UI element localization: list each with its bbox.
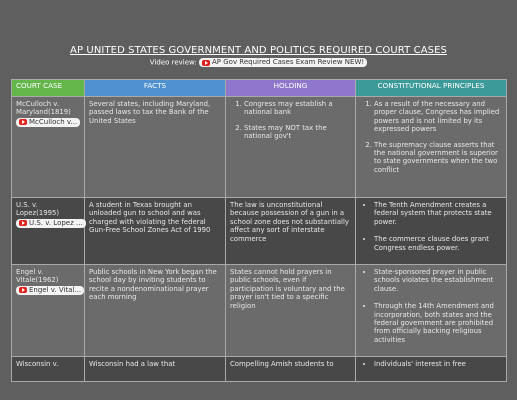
case-video-chip[interactable] <box>16 219 86 228</box>
principle-item: • Through the 14th Amendment and incorporation, both states and the federal government are prohibited from officially backing religious activities <box>374 302 502 344</box>
table-row <box>12 357 507 381</box>
case-video-label: McCulloch v... <box>29 117 78 126</box>
case-video-chip[interactable] <box>16 286 84 295</box>
facts-cell: A student in Texas brought an unloaded gun to school and was charged with violating the federal Gun-Free School Zones Act of 1990 <box>85 198 226 265</box>
holding-item: 1. Congress may establish a national bank <box>244 100 351 117</box>
table-row <box>12 97 507 198</box>
principle-item: 2. The supremacy clause asserts that the national government is superior to state governments when the two conflict <box>374 141 502 175</box>
case-cell <box>12 357 85 381</box>
case-name: U.S. v. Lopez(1995) <box>16 201 60 218</box>
facts-cell: Several states, including Maryland, passed laws to tax the Bank of the United States <box>85 97 226 198</box>
court-cases-table <box>11 79 507 382</box>
principles-cell <box>356 357 507 381</box>
video-review-line <box>0 58 517 67</box>
case-video-label: U.S. v. Lopez ... <box>29 218 83 227</box>
table-header-row <box>12 80 507 97</box>
column-header-principles: CONSTITUTIONAL PRINCIPLES <box>356 80 507 97</box>
principle-item: 1. As a result of the necessary and proper clause, Congress has implied powers and is not limited by its expressed powers <box>374 100 502 134</box>
case-name: Engel v. Vitale(1962) <box>16 268 59 285</box>
case-video-chip[interactable] <box>16 118 80 127</box>
video-link-label: AP Gov Required Cases Exam Review NEW! <box>212 58 365 66</box>
youtube-icon <box>19 119 27 125</box>
holding-cell: Compelling Amish students to <box>226 357 356 381</box>
holding-item: 2. States may NOT tax the national gov't <box>244 124 351 141</box>
table-row <box>12 198 507 265</box>
video-link-chip[interactable] <box>199 58 367 67</box>
principle-item: • State-sponsored prayer in public schools violates the establishment clause. <box>374 268 502 293</box>
case-name: McCulloch v. Maryland(1819) <box>16 100 71 117</box>
case-cell <box>12 265 85 357</box>
principle-item: • The commerce clause does grant Congress endless power. <box>374 235 502 252</box>
column-header-holding: HOLDING <box>226 80 356 97</box>
facts-cell: Public schools in New York began the school day by inviting students to recite a nondenominational prayer each morning <box>85 265 226 357</box>
table-row <box>12 265 507 357</box>
principle-item: • The Tenth Amendment creates a federal system that protects state power. <box>374 201 502 226</box>
principle-item: • Individuals' interest in free <box>374 360 502 368</box>
case-cell <box>12 97 85 198</box>
page-title: AP UNITED STATES GOVERNMENT AND POLITICS REQUIRED COURT CASES <box>70 45 447 56</box>
case-cell <box>12 198 85 265</box>
youtube-icon <box>19 220 27 226</box>
principles-cell <box>356 265 507 357</box>
holding-cell: The law is unconstitutional because possession of a gun in a school zone does not substantially affect any sort of interstate commerce <box>226 198 356 265</box>
column-header-facts: FACTS <box>85 80 226 97</box>
principles-cell <box>356 198 507 265</box>
youtube-icon <box>19 287 27 293</box>
case-name: Wisconsin v. <box>16 360 59 369</box>
principles-cell <box>356 97 507 198</box>
youtube-icon <box>202 60 210 66</box>
case-video-label: Engel v. Vital... <box>29 285 82 294</box>
facts-cell: Wisconsin had a law that <box>85 357 226 381</box>
holding-cell: States cannot hold prayers in public schools, even if participation is voluntary and the prayer isn't tied to a specific religion <box>226 265 356 357</box>
holding-cell <box>226 97 356 198</box>
video-review-label: Video review: <box>149 58 197 67</box>
column-header-court-case: COURT CASE <box>12 80 85 97</box>
